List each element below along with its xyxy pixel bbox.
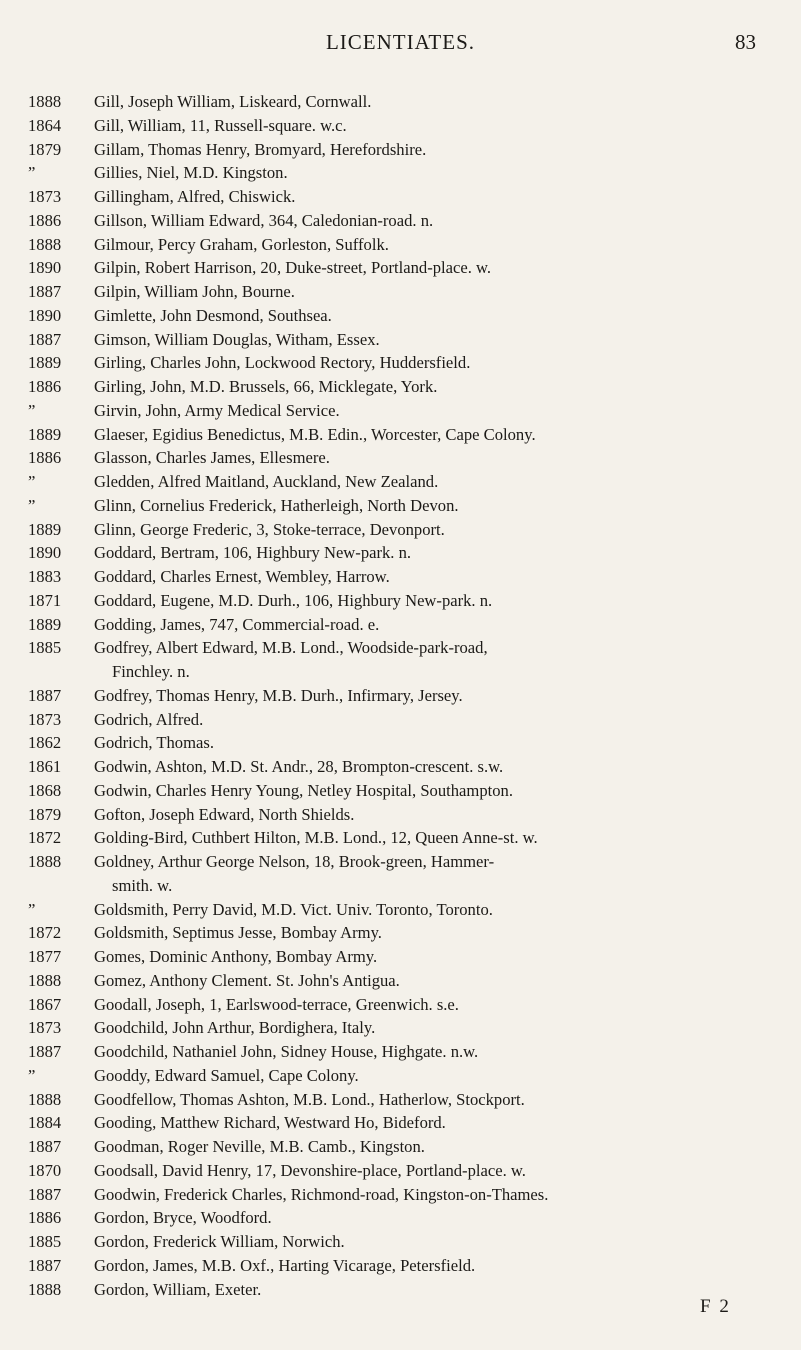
entry-text: Gillies, Niel, M.D. Kingston. xyxy=(94,163,288,183)
register-entry xyxy=(0,684,801,708)
register-entry xyxy=(0,636,801,660)
register-entry xyxy=(0,1278,801,1302)
entry-text: Godding, James, 747, Commercial-road. e. xyxy=(94,614,380,634)
register-entry xyxy=(0,1088,801,1112)
entry-text: Goodall, Joseph, 1, Earlswood-terrace, Greenwich. s.e. xyxy=(94,994,459,1014)
register-entry xyxy=(0,423,801,447)
entry-year: 1879 xyxy=(28,804,62,824)
entry-text: Goddard, Bertram, 106, Highbury New-park. n. xyxy=(94,543,412,563)
entry-year: 1877 xyxy=(28,947,62,966)
entry-year: 1885 xyxy=(28,638,62,658)
entry-year: 1890 xyxy=(28,258,62,278)
register-entry xyxy=(0,1040,801,1064)
entry-year: 1889 xyxy=(28,519,62,539)
entry-year: 1888 xyxy=(28,234,62,254)
entry-year: 1887 xyxy=(28,1137,62,1156)
register-entry xyxy=(0,1183,801,1207)
register-entry xyxy=(0,1159,801,1183)
entry-year: ” xyxy=(28,495,36,515)
entry-year: 1890 xyxy=(28,543,62,563)
entry-text: Gilpin, Robert Harrison, 20, Duke-street, Portland-place. w. xyxy=(94,258,492,278)
register-entry xyxy=(0,803,801,827)
entry-year: 1864 xyxy=(28,115,62,135)
entry-text: Gilmour, Percy Graham, Gorleston, Suffolk. xyxy=(94,234,389,254)
entry-year: 1887 xyxy=(28,685,62,705)
entry-text: Gooding, Matthew Richard, Westward Ho, Bideford. xyxy=(94,1113,446,1133)
register-entry xyxy=(0,898,801,922)
entry-text: Godrich, Thomas. xyxy=(94,733,214,753)
entry-text: Gooddy, Edward Samuel, Cape Colony. xyxy=(94,1065,359,1085)
entry-text: Girling, Charles John, Lockwood Rectory, Huddersfield. xyxy=(94,353,471,373)
entry-text: Goodfellow, Thomas Ashton, M.B. Lond., Hatherlow, Stockport. xyxy=(94,1089,525,1109)
entry-year: ” xyxy=(28,899,36,919)
entry-text: Gomez, Anthony Clement. St. John's Antigua. xyxy=(94,970,400,990)
register-entry xyxy=(0,541,801,565)
register-entry xyxy=(0,304,801,328)
register-entry xyxy=(0,708,801,732)
entry-text: Goodchild, John Arthur, Bordighera, Italy. xyxy=(94,1018,376,1038)
register-entry xyxy=(0,589,801,613)
register-entry xyxy=(0,1111,801,1135)
entry-text: Gimlette, John Desmond, Southsea. xyxy=(94,305,332,325)
register-entry xyxy=(0,328,801,352)
entry-year: 1887 xyxy=(28,1042,62,1061)
page-number: 83 xyxy=(735,30,756,54)
entry-year: 1861 xyxy=(28,757,62,776)
entry-year: 1888 xyxy=(28,970,62,990)
register-entry xyxy=(0,1135,801,1159)
entry-text: Goldsmith, Perry David, M.D. Vict. Univ. Toronto, Toronto. xyxy=(94,899,493,919)
entry-text: Gill, William, 11, Russell-square. w.c. xyxy=(94,115,347,135)
entry-text: Goodsall, David Henry, 17, Devonshire-place, Portland-place. w. xyxy=(94,1160,526,1180)
entry-text: Goddard, Charles Ernest, Wembley, Harrow. xyxy=(94,567,390,586)
entry-year: 1889 xyxy=(28,614,62,634)
entry-text: Glinn, Cornelius Frederick, Hatherleigh, North Devon. xyxy=(94,495,459,515)
entry-year: 1889 xyxy=(28,424,62,444)
register-entry xyxy=(0,138,801,162)
entry-text: Glaeser, Egidius Benedictus, M.B. Edin., Worcester, Cape Colony. xyxy=(94,424,536,444)
entry-text: Gordon, James, M.B. Oxf., Harting Vicarage, Petersfield. xyxy=(94,1255,476,1275)
running-head: LICENTIATES. xyxy=(325,30,476,54)
entry-year: 1886 xyxy=(28,1208,62,1228)
register-entry xyxy=(0,921,801,945)
register-entry xyxy=(0,565,801,589)
entry-text: Gordon, Frederick William, Norwich. xyxy=(94,1232,345,1251)
entry-year: 1888 xyxy=(28,1089,62,1109)
register-entry xyxy=(0,256,801,280)
register-entry xyxy=(0,351,801,375)
register-entry xyxy=(0,969,801,993)
entry-year: ” xyxy=(28,400,36,420)
entry-text: Goddard, Eugene, M.D. Durh., 106, Highbury New-park. n. xyxy=(94,590,493,610)
register-entry xyxy=(0,1016,801,1040)
entry-text: Godrich, Alfred. xyxy=(94,709,204,729)
register-entry xyxy=(0,1254,801,1278)
entry-year: 1885 xyxy=(28,1232,62,1251)
register-entry xyxy=(0,826,801,850)
register-entry xyxy=(0,1230,801,1254)
register-entry xyxy=(0,731,801,755)
entry-text: Godfrey, Thomas Henry, M.B. Durh., Infirmary, Jersey. xyxy=(94,685,463,705)
entry-year: 1887 xyxy=(28,1255,62,1275)
register-entry xyxy=(0,280,801,304)
register-entry xyxy=(0,993,801,1017)
register-entry xyxy=(0,755,801,779)
register-entry xyxy=(0,446,801,470)
entry-text: Goodwin, Frederick Charles, Richmond-road, Kingston-on-Thames. xyxy=(94,1184,549,1204)
register-entry-continuation xyxy=(0,660,801,684)
licentiates-register xyxy=(0,90,801,1301)
entry-year: 1887 xyxy=(28,329,62,349)
register-entry-continuation xyxy=(0,874,801,898)
entry-year: 1873 xyxy=(28,709,62,729)
entry-text: Gledden, Alfred Maitland, Auckland, New Zealand. xyxy=(94,472,439,491)
entry-text: Finchley. n. xyxy=(112,662,190,681)
entry-text: Girling, John, M.D. Brussels, 66, Micklegate, York. xyxy=(94,377,438,396)
entry-year: 1873 xyxy=(28,187,62,206)
entry-year: ” xyxy=(28,472,36,491)
entry-year: 1888 xyxy=(28,852,62,871)
entry-text: Gill, Joseph William, Liskeard, Cornwall. xyxy=(94,92,372,111)
entry-year: 1889 xyxy=(28,353,62,373)
entry-year: 1872 xyxy=(28,923,62,943)
page-header xyxy=(0,0,801,60)
entry-text: Glasson, Charles James, Ellesmere. xyxy=(94,448,330,468)
entry-year: 1868 xyxy=(28,780,62,800)
entry-text: Gillam, Thomas Henry, Bromyard, Herefordshire. xyxy=(94,139,427,159)
entry-year: 1890 xyxy=(28,305,62,325)
signature-mark: F 2 xyxy=(700,1296,731,1317)
register-entry xyxy=(0,494,801,518)
register-entry xyxy=(0,185,801,209)
entry-text: Glinn, George Frederic, 3, Stoke-terrace, Devonport. xyxy=(94,519,445,539)
register-entry xyxy=(0,375,801,399)
entry-text: smith. w. xyxy=(112,875,173,895)
entry-text: Godwin, Ashton, M.D. St. Andr., 28, Brompton-crescent. s.w. xyxy=(94,757,504,776)
entry-year: 1867 xyxy=(28,994,62,1014)
entry-text: Goldsmith, Septimus Jesse, Bombay Army. xyxy=(94,923,382,943)
entry-text: Gofton, Joseph Edward, North Shields. xyxy=(94,804,355,824)
entry-year: 1871 xyxy=(28,590,62,610)
register-entry xyxy=(0,945,801,969)
entry-year: 1883 xyxy=(28,567,62,586)
entry-year: 1872 xyxy=(28,828,62,848)
entry-year: ” xyxy=(28,1065,36,1085)
entry-year: 1870 xyxy=(28,1160,62,1180)
entry-year: 1873 xyxy=(28,1018,62,1038)
entry-text: Godwin, Charles Henry Young, Netley Hospital, Southampton. xyxy=(94,780,513,800)
entry-text: Golding-Bird, Cuthbert Hilton, M.B. Lond., 12, Queen Anne-st. w. xyxy=(94,828,538,848)
entry-year: 1888 xyxy=(28,1279,62,1299)
entry-year: 1886 xyxy=(28,210,62,230)
register-entry xyxy=(0,233,801,257)
register-entry xyxy=(0,114,801,138)
entry-text: Gilpin, William John, Bourne. xyxy=(94,282,295,301)
entry-year: 1886 xyxy=(28,377,62,396)
entry-year: 1887 xyxy=(28,282,62,301)
register-entry xyxy=(0,779,801,803)
entry-year: ” xyxy=(28,163,36,183)
register-entry xyxy=(0,209,801,233)
entry-text: Girvin, John, Army Medical Service. xyxy=(94,400,340,420)
register-entry xyxy=(0,518,801,542)
register-entry xyxy=(0,161,801,185)
entry-text: Gordon, Bryce, Woodford. xyxy=(94,1208,272,1228)
register-entry xyxy=(0,613,801,637)
entry-text: Gillingham, Alfred, Chiswick. xyxy=(94,187,296,206)
register-entry xyxy=(0,90,801,114)
entry-year: 1886 xyxy=(28,448,62,468)
entry-text: Godfrey, Albert Edward, M.B. Lond., Woodside-park-road, xyxy=(94,638,488,658)
register-entry xyxy=(0,399,801,423)
entry-text: Goodman, Roger Neville, M.B. Camb., Kingston. xyxy=(94,1137,425,1156)
register-entry xyxy=(0,470,801,494)
entry-year: 1879 xyxy=(28,139,62,159)
register-entry xyxy=(0,1064,801,1088)
entry-year: 1884 xyxy=(28,1113,62,1133)
entry-text: Goodchild, Nathaniel John, Sidney House, Highgate. n.w. xyxy=(94,1042,479,1061)
entry-text: Goldney, Arthur George Nelson, 18, Brook-green, Hammer- xyxy=(94,852,495,871)
entry-year: 1862 xyxy=(28,733,62,753)
entry-text: Gimson, William Douglas, Witham, Essex. xyxy=(94,329,380,349)
register-entry xyxy=(0,1206,801,1230)
entry-year: 1888 xyxy=(28,92,62,111)
entry-text: Gomes, Dominic Anthony, Bombay Army. xyxy=(94,947,378,966)
register-entry xyxy=(0,850,801,874)
entry-text: Gillson, William Edward, 364, Caledonian-road. n. xyxy=(94,210,434,230)
entry-year: 1887 xyxy=(28,1184,62,1204)
entry-text: Gordon, William, Exeter. xyxy=(94,1279,262,1299)
